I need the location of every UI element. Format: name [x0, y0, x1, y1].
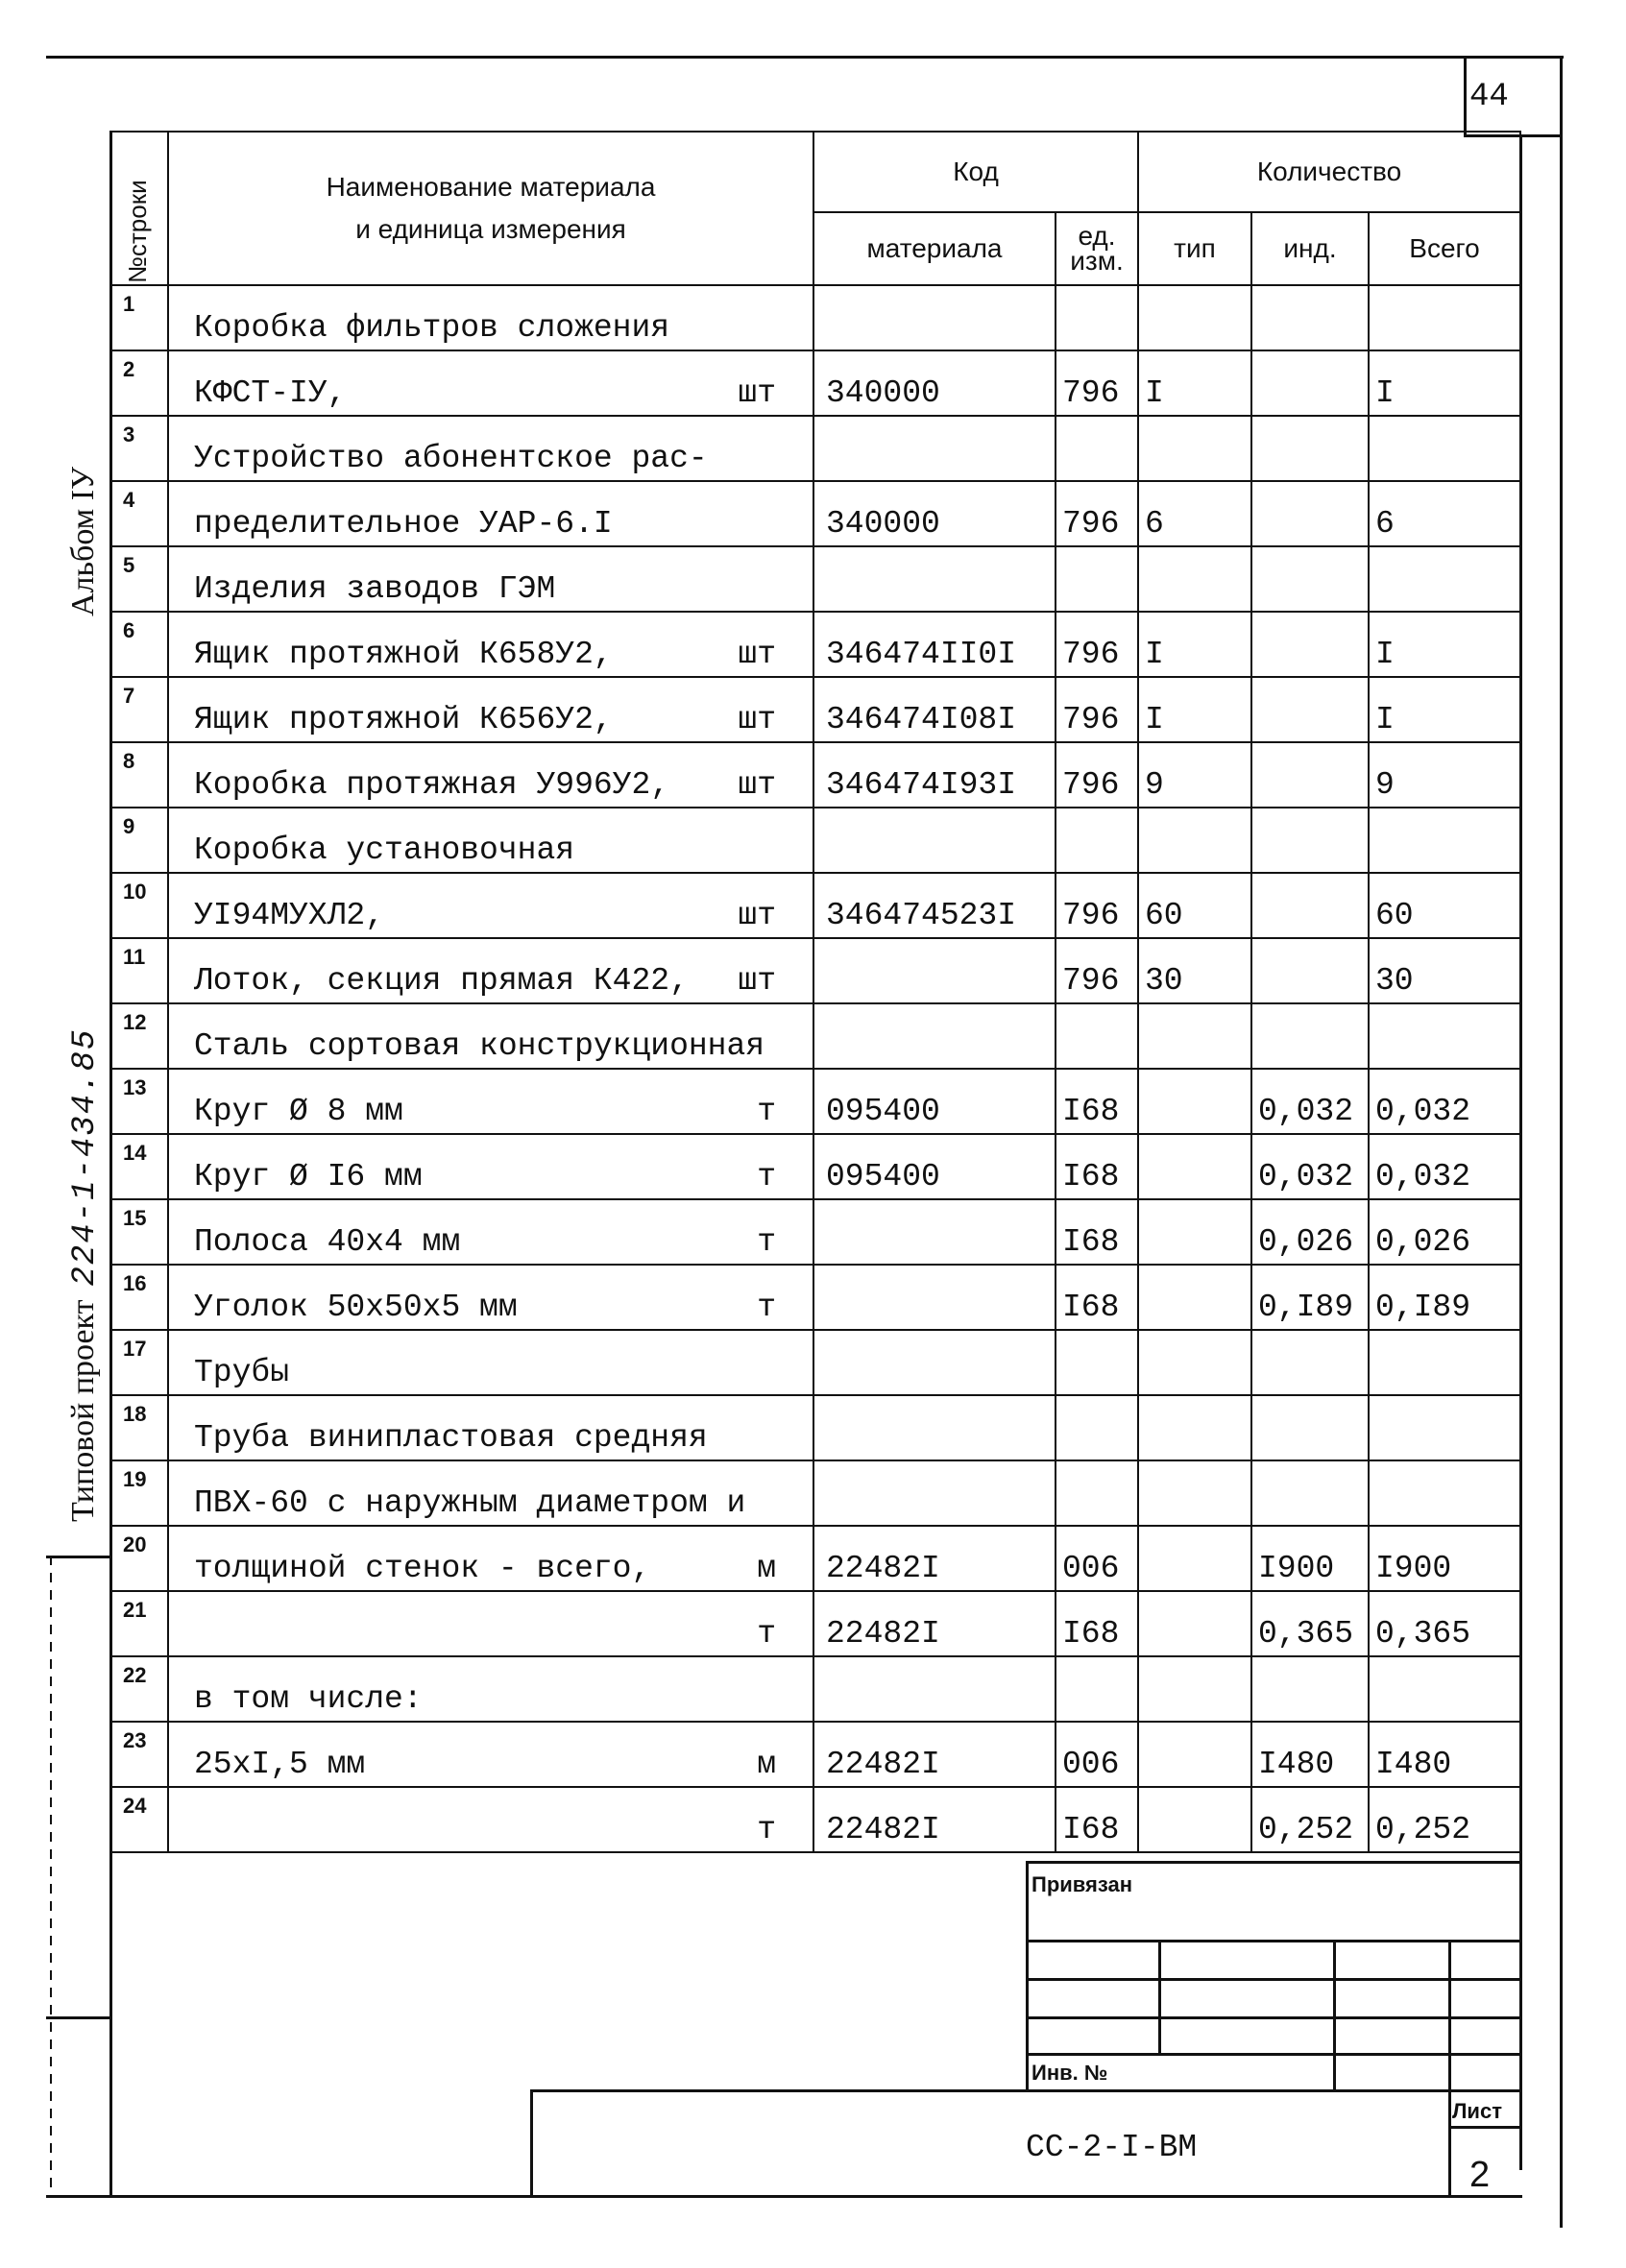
unit-text: м [757, 1551, 776, 1586]
quantity-total-header: Всего [1369, 212, 1520, 285]
quantity-type-cell [1138, 1591, 1251, 1656]
table-row [110, 1069, 1520, 1134]
table-row [110, 1591, 1520, 1656]
row-number-cell: 1 [110, 285, 168, 350]
table-row [110, 1722, 1520, 1787]
row-number-cell: 12 [110, 1003, 168, 1069]
unit-code-cell: 796 [1056, 481, 1138, 546]
material-name-text: Сталь сортовая конструкционная [194, 1028, 765, 1064]
quantity-type-cell [1138, 546, 1251, 612]
material-code-cell [813, 546, 1056, 612]
unit-code-cell [1056, 808, 1138, 873]
quantity-type-header: тип [1138, 212, 1251, 285]
material-name-text: Круг Ø I6 мм [194, 1159, 423, 1194]
row-number-cell: 7 [110, 677, 168, 742]
page-number: 44 [1469, 79, 1509, 115]
row-number-cell: 22 [110, 1656, 168, 1722]
row-number-cell: 9 [110, 808, 168, 873]
unit-text: шт [738, 963, 776, 999]
unit-text: шт [738, 898, 776, 933]
quantity-total-cell [1369, 1395, 1520, 1460]
quantity-total-cell: 30 [1369, 938, 1520, 1003]
stamp-main-line [530, 2089, 1521, 2092]
stamp-left-line [1026, 1861, 1029, 2091]
row-number-cell: 21 [110, 1591, 168, 1656]
quantity-total-cell [1369, 1330, 1520, 1395]
quantity-individual-cell [1251, 285, 1369, 350]
page-number-box-left [1464, 56, 1467, 136]
table-row [110, 481, 1520, 546]
unit-code-cell [1056, 285, 1138, 350]
quantity-type-cell [1138, 1134, 1251, 1199]
quantity-individual-cell [1251, 1656, 1369, 1722]
quantity-individual-cell [1251, 481, 1369, 546]
quantity-type-cell [1138, 808, 1251, 873]
quantity-total-cell [1369, 285, 1520, 350]
quantity-total-cell [1369, 416, 1520, 481]
quantity-total-cell [1369, 1460, 1520, 1526]
table-row [110, 285, 1520, 350]
table-row [110, 1460, 1520, 1526]
row-number-cell: 11 [110, 938, 168, 1003]
material-code-cell: 346474I93I [813, 742, 1056, 808]
materials-table-body [110, 285, 1520, 1852]
material-name-cell [168, 1395, 813, 1460]
unit-code-cell: 796 [1056, 742, 1138, 808]
material-code-cell [813, 1395, 1056, 1460]
row-number-cell: 19 [110, 1460, 168, 1526]
row-number-cell: 24 [110, 1787, 168, 1852]
row-number-cell: 23 [110, 1722, 168, 1787]
quantity-individual-cell [1251, 1460, 1369, 1526]
sheet-box-line [1448, 2126, 1521, 2129]
material-code-cell: 095400 [813, 1069, 1056, 1134]
material-code-cell [813, 808, 1056, 873]
document-code: СС-2-I-ВМ [1026, 2130, 1198, 2165]
material-name-cell [168, 938, 813, 1003]
row-number-cell: 18 [110, 1395, 168, 1460]
quantity-individual-cell: 0,032 [1251, 1134, 1369, 1199]
quantity-total-cell: I [1369, 612, 1520, 677]
sheet-label: Лист [1452, 2099, 1502, 2123]
unit-text: м [757, 1747, 776, 1782]
table-row [110, 350, 1520, 416]
project-code: 224-1-434.85 [67, 1027, 104, 1287]
quantity-individual-cell [1251, 808, 1369, 873]
row-number-cell: 17 [110, 1330, 168, 1395]
project-type-label: Типовой проект [65, 1299, 101, 1522]
quantity-individual-cell [1251, 1003, 1369, 1069]
material-code-cell: 340000 [813, 481, 1056, 546]
top-border-line [46, 56, 1564, 59]
material-name-cell [168, 1265, 813, 1330]
material-name-cell [168, 1134, 813, 1199]
material-name-cell [168, 1526, 813, 1591]
material-name-cell [168, 1003, 813, 1069]
quantity-type-cell [1138, 1722, 1251, 1787]
material-name-cell [168, 1069, 813, 1134]
quantity-total-cell: 0,I89 [1369, 1265, 1520, 1330]
material-name-header-line1: Наименование материала [326, 172, 656, 202]
unit-code-cell: 006 [1056, 1526, 1138, 1591]
unit-text: т [757, 1290, 776, 1325]
row-number-cell: 14 [110, 1134, 168, 1199]
stamp-row-line-3 [1026, 2016, 1521, 2019]
margin-dashed-line [50, 1556, 52, 2197]
table-row [110, 416, 1520, 481]
unit-text: т [757, 1616, 776, 1652]
material-code-cell [813, 416, 1056, 481]
unit-code-cell: 796 [1056, 873, 1138, 938]
material-name-cell [168, 1199, 813, 1265]
stamp-col-line-3 [1448, 1940, 1451, 2197]
quantity-individual-cell [1251, 1395, 1369, 1460]
quantity-type-cell [1138, 1460, 1251, 1526]
material-name-cell [168, 808, 813, 873]
quantity-individual-cell [1251, 1330, 1369, 1395]
quantity-total-cell: 0,365 [1369, 1591, 1520, 1656]
material-code-cell: 346474II0I [813, 612, 1056, 677]
sheet-number: 2 [1469, 2155, 1491, 2195]
code-material-header: материала [813, 212, 1056, 285]
unit-code-cell: 796 [1056, 938, 1138, 1003]
table-row [110, 1330, 1520, 1395]
material-name-text: Устройство абонентское рас- [194, 441, 708, 476]
material-name-cell [168, 481, 813, 546]
material-name-cell [168, 1330, 813, 1395]
quantity-total-cell: I900 [1369, 1526, 1520, 1591]
unit-code-cell [1056, 1395, 1138, 1460]
material-name-text: УI94МУХЛ2, [194, 898, 385, 933]
quantity-total-cell: 0,252 [1369, 1787, 1520, 1852]
quantity-individual-cell: I900 [1251, 1526, 1369, 1591]
quantity-total-cell: I [1369, 677, 1520, 742]
table-row [110, 677, 1520, 742]
quantity-type-cell: I [1138, 350, 1251, 416]
row-number-column-header [110, 132, 168, 285]
code-group-header: Код [813, 132, 1138, 212]
unit-code-cell [1056, 1460, 1138, 1526]
material-name-cell [168, 1722, 813, 1787]
material-name-text: Труба винипластовая средняя [194, 1420, 708, 1456]
unit-code-cell: I68 [1056, 1134, 1138, 1199]
material-name-text: Коробка фильтров сложения [194, 310, 670, 346]
material-name-header [168, 132, 813, 285]
quantity-individual-cell [1251, 612, 1369, 677]
quantity-individual-cell: I480 [1251, 1722, 1369, 1787]
table-row [110, 1134, 1520, 1199]
material-name-cell [168, 1591, 813, 1656]
quantity-individual-cell [1251, 938, 1369, 1003]
material-name-header-line2: и единица измерения [355, 214, 626, 244]
quantity-total-cell: 0,026 [1369, 1199, 1520, 1265]
material-name-cell [168, 416, 813, 481]
code-unit-header-line1: ед. [1078, 221, 1116, 251]
material-code-cell: 22482I [813, 1787, 1056, 1852]
material-name-cell [168, 873, 813, 938]
unit-text: т [757, 1159, 776, 1194]
quantity-individual-cell [1251, 546, 1369, 612]
table-row [110, 938, 1520, 1003]
right-border-line [1560, 56, 1563, 2228]
material-code-cell [813, 1656, 1056, 1722]
material-name-text: Ящик протяжной К656У2, [194, 702, 613, 737]
quantity-type-cell: 60 [1138, 873, 1251, 938]
table-row [110, 742, 1520, 808]
material-name-text: Лоток, секция прямая К422, [194, 963, 689, 999]
unit-code-cell [1056, 416, 1138, 481]
material-code-cell: 22482I [813, 1526, 1056, 1591]
quantity-type-cell: 30 [1138, 938, 1251, 1003]
frame-bottom-line [46, 2195, 1522, 2198]
quantity-total-cell [1369, 1003, 1520, 1069]
row-number-cell: 3 [110, 416, 168, 481]
quantity-total-cell [1369, 808, 1520, 873]
row-number-cell: 4 [110, 481, 168, 546]
unit-text: т [757, 1224, 776, 1260]
table-row [110, 808, 1520, 873]
material-name-text: Уголок 50х50х5 мм [194, 1290, 518, 1325]
row-number-header: №строки [123, 180, 152, 283]
row-number-cell: 10 [110, 873, 168, 938]
material-code-cell: 095400 [813, 1134, 1056, 1199]
material-code-cell: 22482I [813, 1722, 1056, 1787]
stamp-main-left-line [530, 2089, 533, 2197]
row-number-cell: 20 [110, 1526, 168, 1591]
row-number-cell: 2 [110, 350, 168, 416]
quantity-total-cell: 0,032 [1369, 1069, 1520, 1134]
quantity-type-cell: 9 [1138, 742, 1251, 808]
stamp-col-line-2 [1333, 1940, 1336, 2091]
material-name-text: в том числе: [194, 1681, 423, 1717]
table-row [110, 1265, 1520, 1330]
material-code-cell [813, 1460, 1056, 1526]
table-row [110, 612, 1520, 677]
quantity-type-cell: I [1138, 677, 1251, 742]
quantity-total-cell: 60 [1369, 873, 1520, 938]
materials-table [109, 131, 1521, 1853]
material-name-cell [168, 1787, 813, 1852]
table-row [110, 1003, 1520, 1069]
material-code-cell [813, 1265, 1056, 1330]
quantity-type-cell [1138, 1265, 1251, 1330]
code-unit-header-line2: изм. [1070, 246, 1124, 276]
unit-code-cell: I68 [1056, 1265, 1138, 1330]
quantity-type-cell [1138, 1526, 1251, 1591]
quantity-type-cell [1138, 285, 1251, 350]
table-row [110, 1526, 1520, 1591]
material-name-text: Трубы [194, 1355, 290, 1390]
material-name-text: КФСТ-IУ, [194, 375, 347, 411]
unit-code-cell: 796 [1056, 677, 1138, 742]
quantity-individual-cell: 0,252 [1251, 1787, 1369, 1852]
material-name-text: Коробка протяжная У996У2, [194, 767, 670, 803]
material-name-text: пределительное УАР-6.I [194, 506, 613, 542]
row-number-cell: 6 [110, 612, 168, 677]
unit-code-cell: 006 [1056, 1722, 1138, 1787]
row-number-cell: 15 [110, 1199, 168, 1265]
unit-code-cell [1056, 546, 1138, 612]
unit-code-cell: I68 [1056, 1199, 1138, 1265]
quantity-type-cell [1138, 1199, 1251, 1265]
linked-label: Привязан [1031, 1872, 1133, 1896]
material-code-cell [813, 285, 1056, 350]
row-number-cell: 13 [110, 1069, 168, 1134]
material-name-cell [168, 742, 813, 808]
quantity-group-header: Количество [1138, 132, 1520, 212]
quantity-type-cell: 6 [1138, 481, 1251, 546]
inventory-number-label: Инв. № [1031, 2061, 1108, 2085]
unit-code-cell [1056, 1330, 1138, 1395]
material-code-cell [813, 938, 1056, 1003]
quantity-individual-cell [1251, 350, 1369, 416]
material-code-cell [813, 1330, 1056, 1395]
album-label: Альбом IУ [65, 466, 101, 616]
margin-box-mid [46, 2016, 111, 2019]
stamp-row-line-2 [1026, 1978, 1521, 1981]
quantity-type-cell [1138, 1787, 1251, 1852]
row-number-cell: 16 [110, 1265, 168, 1330]
quantity-total-cell: 9 [1369, 742, 1520, 808]
row-number-cell: 8 [110, 742, 168, 808]
stamp-row-line-1 [1026, 1940, 1521, 1942]
material-name-text: Полоса 40х4 мм [194, 1224, 461, 1260]
material-code-cell: 340000 [813, 350, 1056, 416]
stamp-col-line-1 [1158, 1940, 1161, 2055]
quantity-type-cell [1138, 416, 1251, 481]
material-code-cell [813, 1199, 1056, 1265]
material-name-text: Коробка установочная [194, 832, 575, 868]
table-row [110, 546, 1520, 612]
material-name-text: 25хI,5 мм [194, 1747, 366, 1782]
quantity-individual-header: инд. [1251, 212, 1369, 285]
material-name-text: Ящик протяжной К658У2, [194, 637, 613, 672]
material-name-cell [168, 1460, 813, 1526]
quantity-total-cell [1369, 1656, 1520, 1722]
material-name-text: толщиной стенок - всего, [194, 1551, 651, 1586]
margin-box-top [46, 1556, 111, 1558]
quantity-type-cell [1138, 1395, 1251, 1460]
stamp-row-line-4 [1026, 2053, 1521, 2056]
quantity-type-cell: I [1138, 612, 1251, 677]
quantity-individual-cell: 0,I89 [1251, 1265, 1369, 1330]
material-name-cell [168, 546, 813, 612]
table-row [110, 1395, 1520, 1460]
material-name-cell [168, 350, 813, 416]
unit-code-cell: I68 [1056, 1069, 1138, 1134]
project-label [65, 1028, 104, 1522]
quantity-individual-cell [1251, 742, 1369, 808]
unit-code-cell: 796 [1056, 612, 1138, 677]
unit-code-cell [1056, 1003, 1138, 1069]
unit-text: шт [738, 767, 776, 803]
quantity-total-cell: I480 [1369, 1722, 1520, 1787]
unit-code-cell: 796 [1056, 350, 1138, 416]
stamp-top-line [1026, 1861, 1521, 1864]
material-code-cell: 22482I [813, 1591, 1056, 1656]
unit-text: шт [738, 637, 776, 672]
material-name-text: Изделия заводов ГЭМ [194, 571, 556, 607]
unit-code-cell [1056, 1656, 1138, 1722]
material-name-cell [168, 677, 813, 742]
quantity-individual-cell [1251, 873, 1369, 938]
material-name-cell [168, 1656, 813, 1722]
quantity-individual-cell: 0,032 [1251, 1069, 1369, 1134]
quantity-type-cell [1138, 1003, 1251, 1069]
code-unit-header [1056, 212, 1138, 285]
unit-text: т [757, 1094, 776, 1129]
material-code-cell [813, 1003, 1056, 1069]
quantity-individual-cell [1251, 416, 1369, 481]
unit-text: шт [738, 375, 776, 411]
table-row [110, 873, 1520, 938]
quantity-total-cell: 6 [1369, 481, 1520, 546]
quantity-individual-cell [1251, 677, 1369, 742]
row-number-cell: 5 [110, 546, 168, 612]
material-name-cell [168, 285, 813, 350]
unit-text: шт [738, 702, 776, 737]
quantity-total-cell [1369, 546, 1520, 612]
unit-text: т [757, 1812, 776, 1847]
quantity-type-cell [1138, 1656, 1251, 1722]
quantity-total-cell: I [1369, 350, 1520, 416]
material-name-text: ПВХ-60 с наружным диаметром и [194, 1485, 746, 1521]
quantity-type-cell [1138, 1069, 1251, 1134]
quantity-individual-cell: 0,026 [1251, 1199, 1369, 1265]
quantity-type-cell [1138, 1330, 1251, 1395]
quantity-individual-cell: 0,365 [1251, 1591, 1369, 1656]
quantity-total-cell: 0,032 [1369, 1134, 1520, 1199]
table-row [110, 1787, 1520, 1852]
material-name-cell [168, 612, 813, 677]
table-row [110, 1656, 1520, 1722]
material-code-cell: 346474523I [813, 873, 1056, 938]
table-row [110, 1199, 1520, 1265]
unit-code-cell: I68 [1056, 1591, 1138, 1656]
unit-code-cell: I68 [1056, 1787, 1138, 1852]
material-code-cell: 346474I08I [813, 677, 1056, 742]
material-name-text: Круг Ø 8 мм [194, 1094, 403, 1129]
